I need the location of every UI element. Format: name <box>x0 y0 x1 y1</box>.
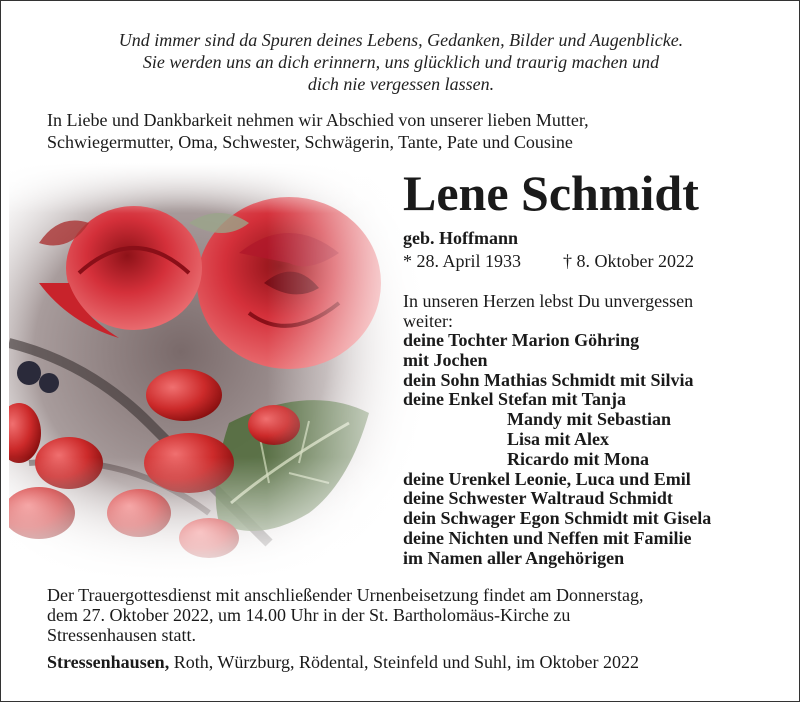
birth-name: geb. Hoffmann <box>403 228 519 248</box>
survivor-line: dein Schwager Egon Schmidt mit Gisela <box>403 508 712 529</box>
service-line: Stressenhausen statt. <box>47 625 196 645</box>
survivors-list <box>403 331 711 569</box>
intro-line: In Liebe und Dankbarkeit nehmen wir Abschied von unserer lieben Mutter, <box>47 110 589 130</box>
memorial-motto <box>403 291 693 331</box>
survivor-line: deine Tochter Marion Göhring <box>403 330 640 350</box>
survivor-line: deine Nichten und Neffen mit Familie <box>403 527 692 548</box>
service-line: Der Trauergottesdienst mit anschließender Urnenbeisetzung findet am Donnerstag, <box>47 585 644 605</box>
survivor-line: Ricardo mit Mona <box>507 448 649 469</box>
survivor-line: Mandy mit Sebastian <box>507 409 672 430</box>
deceased-name: Lene Schmidt <box>403 165 699 221</box>
motto-line: In unseren Herzen lebst Du unvergessen <box>403 291 694 311</box>
life-dates <box>403 251 694 272</box>
service-line: dem 27. Oktober 2022, um 14.00 Uhr in der St. Bartholomäus-Kirche zu <box>47 605 571 625</box>
survivor-line: dein Sohn Mathias Schmidt mit Silvia <box>403 369 694 390</box>
other-places: Roth, Würzburg, Rödental, Steinfeld und Suhl, im Oktober 2022 <box>169 652 639 672</box>
death-date: † 8. Oktober 2022 <box>563 251 694 271</box>
intro-line: Schwiegermutter, Oma, Schwester, Schwägerin, Tante, Pate und Cousine <box>47 132 573 152</box>
survivor-line: Lisa mit Alex <box>507 428 609 449</box>
survivor-line: mit Jochen <box>403 349 488 370</box>
birth-date: * 28. April 1933 <box>403 251 522 271</box>
farewell-intro <box>47 109 589 153</box>
survivor-line: deine Schwester Waltraud Schmidt <box>403 488 673 509</box>
survivor-line: deine Urenkel Leonie, Luca und Emil <box>403 468 691 489</box>
survivor-line: im Namen aller Angehörigen <box>403 547 625 568</box>
survivor-line: deine Enkel Stefan mit Tanja <box>403 389 627 410</box>
main-place: Stressenhausen, <box>47 652 170 672</box>
roses-photo <box>9 163 439 583</box>
funeral-service-info <box>47 585 644 645</box>
memorial-verse <box>1 29 800 95</box>
verse-line: dich nie vergessen lassen. <box>307 74 495 94</box>
places-and-date <box>47 652 639 673</box>
verse-line: Und immer sind da Spuren deines Lebens, Gedanken, Bilder und Augenblicke. <box>118 30 684 50</box>
motto-line: weiter: <box>403 311 453 331</box>
verse-line: Sie werden uns an dich erinnern, uns glücklich und traurig machen und <box>142 52 660 72</box>
